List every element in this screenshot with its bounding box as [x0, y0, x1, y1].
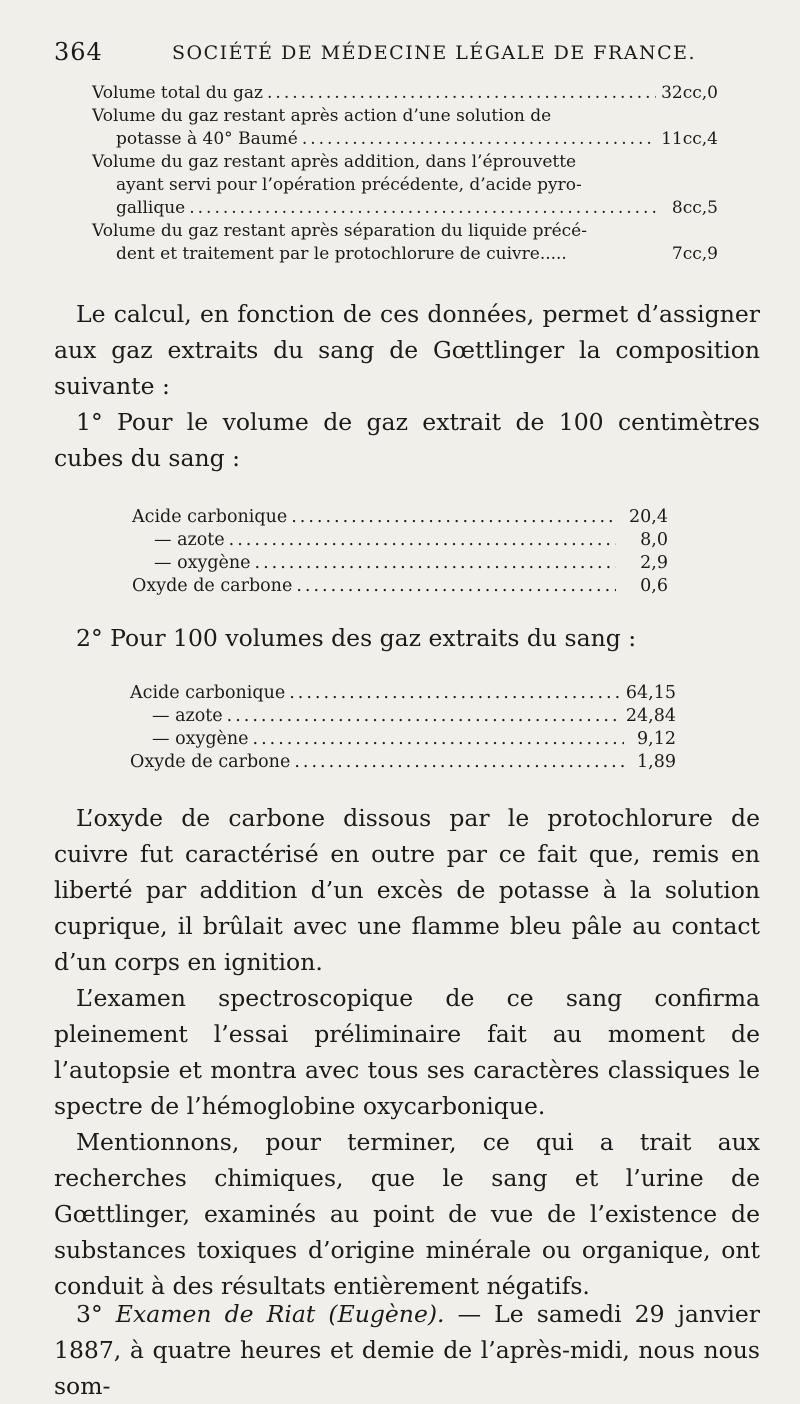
measurement-value: 7cc,9: [671, 244, 718, 264]
table-row: Oxyde de carbone ..... 1,89: [130, 751, 676, 774]
section-title: Examen de Riat (Eugène).: [115, 1300, 445, 1328]
measurement-label: Volume total du gaz: [92, 83, 264, 103]
paragraph-riat-examination: 3° Examen de Riat (Eugène). — Le samedi 29 janvier 1887, à quatre heures et demie de l’après-midi, nous nous som-: [54, 1300, 761, 1400]
measurement-label: potasse à 40° Baumé: [116, 129, 298, 149]
measurement-label: ayant servi pour l’opération précédente, d’acide pyro-: [116, 175, 582, 195]
running-header: [54, 38, 760, 72]
measurement-value: 8cc,5: [671, 198, 718, 218]
leader-dots: [291, 506, 616, 529]
running-title: SOCIÉTÉ DE MÉDECINE LÉGALE DE FRANCE.: [172, 42, 697, 64]
measurement-row: [92, 105, 718, 151]
leader-dots: [227, 705, 622, 728]
gas-measurements: [92, 82, 718, 266]
measurement-label: Volume du gaz restant après séparation du liquide précé-: [92, 221, 587, 241]
measurement-label: Volume du gaz restant après addition, dans l’éprouvette: [92, 152, 577, 172]
table-row: — azote ..... 8,0: [132, 529, 668, 552]
paragraph-100-volumes: 2° Pour 100 volumes des gaz extraits du sang :: [76, 624, 637, 652]
measurement-row: [92, 220, 718, 266]
measurement-label: dent et traitement par le protochlorure de cuivre.....: [116, 244, 567, 264]
leader-dots: [302, 128, 656, 151]
table-row: — azote ..... 24,84: [130, 705, 676, 728]
composition-table-2: [130, 682, 676, 774]
paragraph-spectroscopy: L’examen spectroscopique de ce sang confirma pleinement l’essai préliminaire fait au moment de l’autopsie et montra avec tous ses caractères classiques le spectre de l’hémoglobine oxycarbonique.: [54, 984, 760, 1120]
paragraph-volume-100cc: 1° Pour le volume de gaz extrait de 100 centimètres cubes du sang :: [54, 408, 760, 472]
composition-table-1: [132, 506, 668, 598]
leader-dots: [255, 552, 616, 575]
measurement-row: [92, 82, 718, 105]
measurement-label: Volume du gaz restant après action d’une solution de: [92, 106, 552, 126]
measurement-value: 11cc,4: [661, 129, 718, 149]
measurement-label: gallique: [116, 198, 186, 218]
leader-dots: [294, 751, 624, 774]
paragraph-calculation: Le calcul, en fonction de ces données, permet d’assigner aux gaz extraits du sang de Gœttlinger la composition suivante :: [54, 300, 760, 400]
table-row: Acide carbonique ..... 64,15: [130, 682, 676, 705]
leader-dots: [229, 529, 616, 552]
table-row: Acide carbonique ..... 20,4: [132, 506, 668, 529]
leader-dots: [253, 728, 624, 751]
leader-dots: [296, 575, 616, 598]
leader-dots: [289, 682, 622, 705]
page-number: 364: [54, 38, 103, 66]
paragraph-chemical-research: Mentionnons, pour terminer, ce qui a trait aux recherches chimiques, que le sang et l’urine de Gœttlinger, examinés au point de vue de l’existence de substances toxiques d’origine minérale ou organique, ont conduit à des résultats entièrement négatifs.: [54, 1128, 760, 1300]
leader-dots: [267, 82, 656, 105]
leader-dots: [189, 197, 656, 220]
measurement-value: 32cc,0: [661, 83, 718, 103]
measurement-row: [92, 151, 718, 220]
table-row: — oxygène ..... 2,9: [132, 552, 668, 575]
table-row: Oxyde de carbone ..... 0,6: [132, 575, 668, 598]
table-row: — oxygène ..... 9,12: [130, 728, 676, 751]
paragraph-carbon-monoxide: L’oxyde de carbone dissous par le protochlorure de cuivre fut caractérisé en outre par ce fait que, remis en liberté par addition d’un excès de potasse à la solution cuprique, il brûlait avec une flamme bleu pâle au contact d’un corps en ignition.: [54, 804, 760, 976]
